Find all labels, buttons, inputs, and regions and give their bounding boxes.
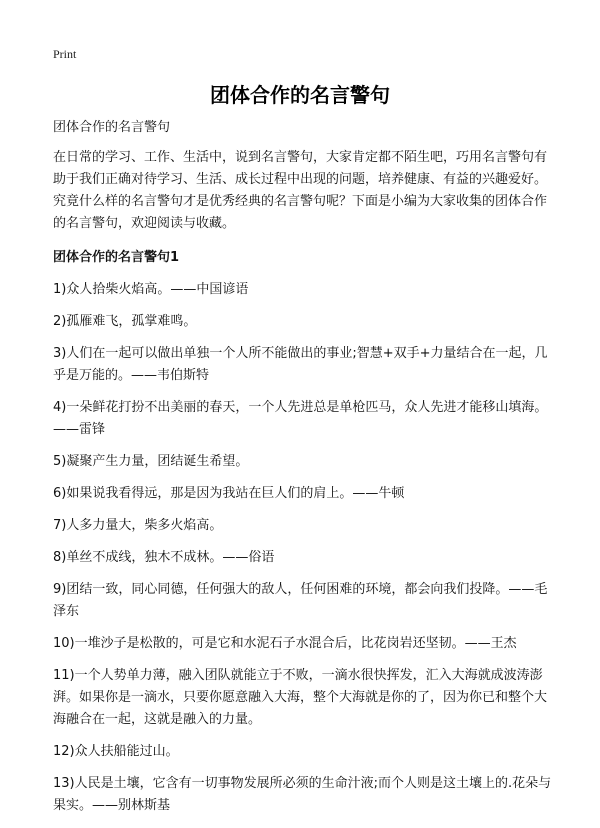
section-heading: 团体合作的名言警句1: [53, 250, 180, 265]
quote-item: 5)凝聚产生力量，团结诞生希望。: [53, 454, 249, 469]
article-body: [53, 117, 553, 827]
quote-item: 8)单丝不成线，独木不成林。——俗语: [53, 550, 275, 565]
quote-item: 12)众人扶船能过山。: [53, 744, 179, 759]
quote-item: 1)众人拾柴火焰高。——中国谚语: [53, 282, 249, 297]
article-intro: 在日常的学习、工作、生活中，说到名言警句，大家肯定都不陌生吧，巧用名言警句有助于我们正确对待学习、生活、成长过程中出现的问题，培养健康、有益的兴趣爱好。究竟什么样的名言警句才是优秀经典的名言警句呢？下面是小编为大家收集的团体合作的名言警句，欢迎阅读与收藏。: [53, 150, 548, 231]
quote-item: 7)人多力量大，柴多火焰高。: [53, 518, 223, 533]
quote-item: 2)孤雁难飞，孤掌难鸣。: [53, 314, 197, 329]
page-title: 团体合作的名言警句: [210, 83, 390, 107]
quote-item: 9)团结一致，同心同德，任何强大的敌人，任何困难的环境，都会向我们投降。——毛泽东: [53, 582, 548, 619]
quote-item: 4)一朵鲜花打扮不出美丽的春天，一个人先进总是单枪匹马，众人先进才能移山填海。——雷锋: [53, 400, 548, 437]
quote-item: 3)人们在一起可以做出单独一个人所不能做出的事业;智慧+双手+力量结合在一起，几乎是万能的。——韦伯斯特: [53, 346, 548, 383]
print-link[interactable]: Print: [53, 47, 77, 61]
quote-item: 10)一堆沙子是松散的，可是它和水泥石子水混合后，比花岗岩还坚韧。——王杰: [53, 636, 517, 651]
quote-item: 6)如果说我看得远，那是因为我站在巨人们的肩上。——牛顿: [53, 486, 405, 501]
quote-list: [53, 279, 553, 817]
article-subtitle: 团体合作的名言警句: [53, 120, 171, 135]
quote-item: 11)一个人势单力薄，融入团队就能立于不败，一滴水很快挥发，汇入大海就成波涛澎湃。如果你是一滴水，只要你愿意融入大海，整个大海就是你的了，因为你已和整个大海融合在一起，这就是融入的力量。: [53, 668, 548, 727]
quote-item: 13)人民是土壤，它含有一切事物发展所必须的生命汁液;而个人则是这土壤上的.花朵与果实。——别林斯基: [53, 776, 552, 813]
